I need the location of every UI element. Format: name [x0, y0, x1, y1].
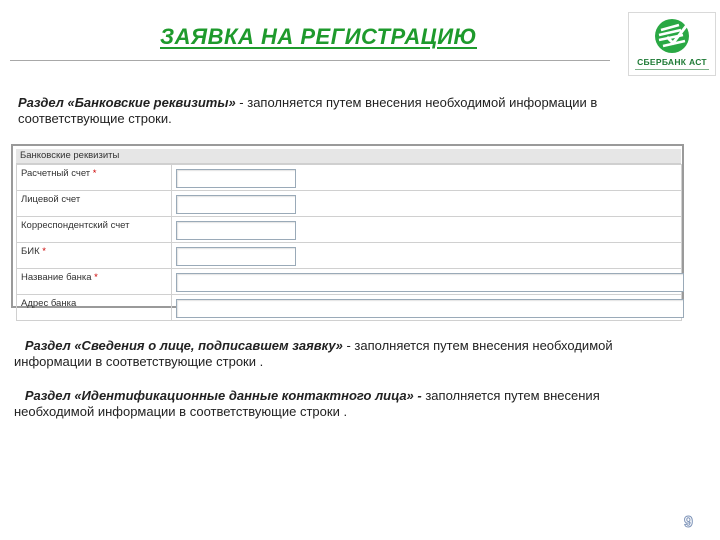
- bank-details-form: [11, 144, 684, 308]
- bank-address-label: Адрес банка: [21, 298, 77, 309]
- contact-section-text: заполняется путем внесения необходимой информации в соответствующие строки .: [14, 388, 600, 419]
- settlement-account-input[interactable]: [176, 169, 296, 188]
- form-row: [17, 191, 682, 217]
- required-mark: *: [94, 272, 98, 283]
- form-row: [17, 269, 682, 295]
- form-row: [17, 243, 682, 269]
- bank-details-section-name: Раздел «Банковские реквизиты»: [18, 95, 236, 110]
- signer-section-name: Раздел «Сведения о лице, подписавшем заявку»: [24, 338, 343, 353]
- field-label: [17, 243, 172, 269]
- correspondent-account-input[interactable]: [176, 221, 296, 240]
- bank-address-input[interactable]: [176, 299, 684, 318]
- field-label: [17, 217, 172, 243]
- logo-underline: [635, 69, 709, 70]
- bik-label: БИК: [21, 246, 40, 257]
- title-divider: [10, 60, 610, 61]
- page-number: 9: [684, 514, 693, 531]
- bank-name-label: Название банка: [21, 272, 92, 283]
- bik-input[interactable]: [176, 247, 296, 266]
- sberbank-logo-icon: [653, 17, 691, 55]
- form-section-header: Банковские реквизиты: [16, 149, 681, 164]
- field-label: [17, 191, 172, 217]
- personal-account-label: Лицевой счет: [21, 194, 81, 205]
- account-label: Расчетный счет: [21, 168, 91, 179]
- form-row: [17, 295, 682, 321]
- bank-name-input[interactable]: [176, 273, 684, 292]
- field-label: [17, 269, 172, 295]
- sberbank-ast-logo: [628, 12, 716, 76]
- form-row: [17, 165, 682, 191]
- slide-title: ЗАЯВКА НА РЕГИСТРАЦИЮ: [160, 24, 477, 49]
- contact-section-description: [14, 388, 614, 420]
- bank-details-table: [16, 164, 682, 321]
- personal-account-input[interactable]: [176, 195, 296, 214]
- field-label: [17, 295, 172, 321]
- bank-details-text: - заполняется путем внесения необходимой информации в соответствующие строки.: [18, 95, 598, 126]
- bank-details-description: [18, 95, 618, 127]
- contact-section-name: Раздел «Идентификационные данные контактного лица» -: [24, 388, 422, 403]
- logo-text: СБЕРБАНК АСТ: [637, 57, 707, 67]
- required-mark: *: [42, 246, 46, 257]
- field-label: [17, 165, 172, 191]
- form-row: [17, 217, 682, 243]
- signer-section-text: - заполняется путем внесения необходимой информации в соответствующие строки .: [14, 338, 613, 369]
- required-mark: *: [92, 168, 97, 179]
- signer-section-description: [14, 338, 614, 370]
- correspondent-account-label: Корреспондентский счет: [21, 220, 130, 231]
